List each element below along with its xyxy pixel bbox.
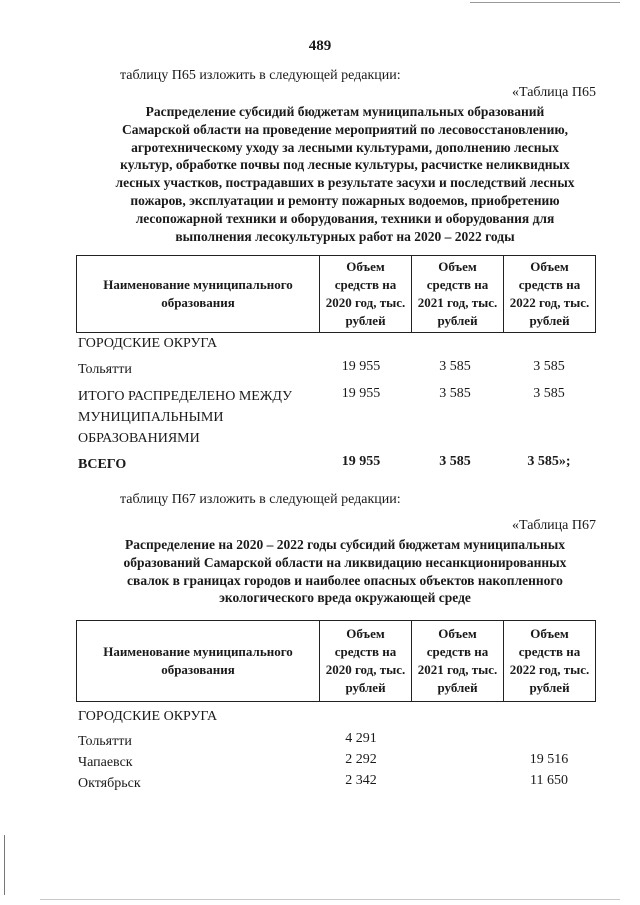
title-line: лесных участков, пострадавших в результате засухи и последствий лесных <box>115 175 575 191</box>
total-value-2020: 19 955 <box>341 454 381 469</box>
header-2022: Объем средств на 2022 год, тыс. рублей <box>504 621 596 702</box>
total-value-2021: 3 585 <box>439 454 471 469</box>
header-2021: Объем средств на 2021 год, тыс. рублей <box>412 256 504 333</box>
row-name: Чапаевск <box>78 755 133 770</box>
row-value-2022: 19 516 <box>529 752 569 767</box>
title-line: экологического вреда окружающей среде <box>219 590 471 606</box>
row-value-2021: 3 585 <box>439 359 471 374</box>
row-value-2022: 11 650 <box>530 773 568 788</box>
scan-top-line <box>470 2 620 3</box>
header-2021: Объем средств на 2021 год, тыс. рублей <box>412 621 504 702</box>
row-value-2020: 2 342 <box>345 773 377 788</box>
row-value-2020: 2 292 <box>345 752 377 767</box>
total-value-2022: 3 585»; <box>527 454 571 469</box>
title-line: выполнения лесокультурных работ на 2020 – 2022 годы <box>175 228 515 244</box>
section1-intro: таблицу П65 изложить в следующей редакции: <box>120 68 401 83</box>
title-line: культур, обработке почвы под лесные культуры, расчистке неликвидных <box>120 157 570 173</box>
section1-title <box>90 103 600 245</box>
row-name: Тольятти <box>78 734 132 749</box>
title-line: образований Самарской области на ликвидацию несанкционированных <box>123 554 567 570</box>
title-line: Распределение субсидий бюджетам муниципальных образований <box>145 104 545 119</box>
group-label: ГОРОДСКИЕ ОКРУГА <box>78 336 218 351</box>
scan-bottom-line <box>40 899 620 900</box>
header-name: Наименование муниципального образования <box>77 256 320 333</box>
itogo-name <box>78 386 318 449</box>
itogo-line: ОБРАЗОВАНИЯМИ <box>78 431 200 446</box>
row-value-2022: 3 585 <box>533 359 565 374</box>
itogo-value-2022: 3 585 <box>533 386 565 401</box>
title-line: агротехническому уходу за лесными культурами, дополнению лесных <box>131 139 559 155</box>
section2-table-tag: «Таблица П67 <box>512 518 596 533</box>
header-2020: Объем средств на 2020 год, тыс. рублей <box>320 256 412 333</box>
section2-intro: таблицу П67 изложить в следующей редакции: <box>120 492 401 507</box>
title-line: свалок в границах городов и наиболее опасных объектов накопленного <box>127 572 563 588</box>
group-label: ГОРОДСКИЕ ОКРУГА <box>78 709 218 724</box>
section1-table-tag: «Таблица П65 <box>512 85 596 100</box>
section2-title <box>90 536 600 607</box>
section1-table-header <box>76 255 596 333</box>
header-name: Наименование муниципального образования <box>77 621 320 702</box>
row-name: Октябрьск <box>78 776 141 791</box>
title-line: пожаров, эксплуатации и ремонту пожарных водоемов, приобретению <box>130 192 560 208</box>
title-line: Самарской области на проведение мероприятий по лесовосстановлению, <box>121 121 569 137</box>
itogo-line: МУНИЦИПАЛЬНЫМИ <box>78 410 224 425</box>
row-value-2020: 4 291 <box>345 731 377 746</box>
title-line: лесопожарной техники и оборудования, техники и оборудования для <box>135 210 555 226</box>
row-name: Тольятти <box>78 362 132 377</box>
section2-table-header <box>76 620 596 702</box>
header-2020: Объем средств на 2020 год, тыс. рублей <box>320 621 412 702</box>
scan-edge-mark <box>4 835 5 895</box>
itogo-value-2020: 19 955 <box>341 386 381 401</box>
total-name: ВСЕГО <box>78 457 127 472</box>
title-line: Распределение на 2020 – 2022 годы субсидий бюджетам муниципальных <box>124 537 566 552</box>
itogo-line: ИТОГО РАСПРЕДЕЛЕНО МЕЖДУ <box>78 389 292 404</box>
itogo-value-2021: 3 585 <box>439 386 471 401</box>
page-number: 489 <box>308 38 332 54</box>
row-value-2020: 19 955 <box>341 359 381 374</box>
header-2022: Объем средств на 2022 год, тыс. рублей <box>504 256 596 333</box>
